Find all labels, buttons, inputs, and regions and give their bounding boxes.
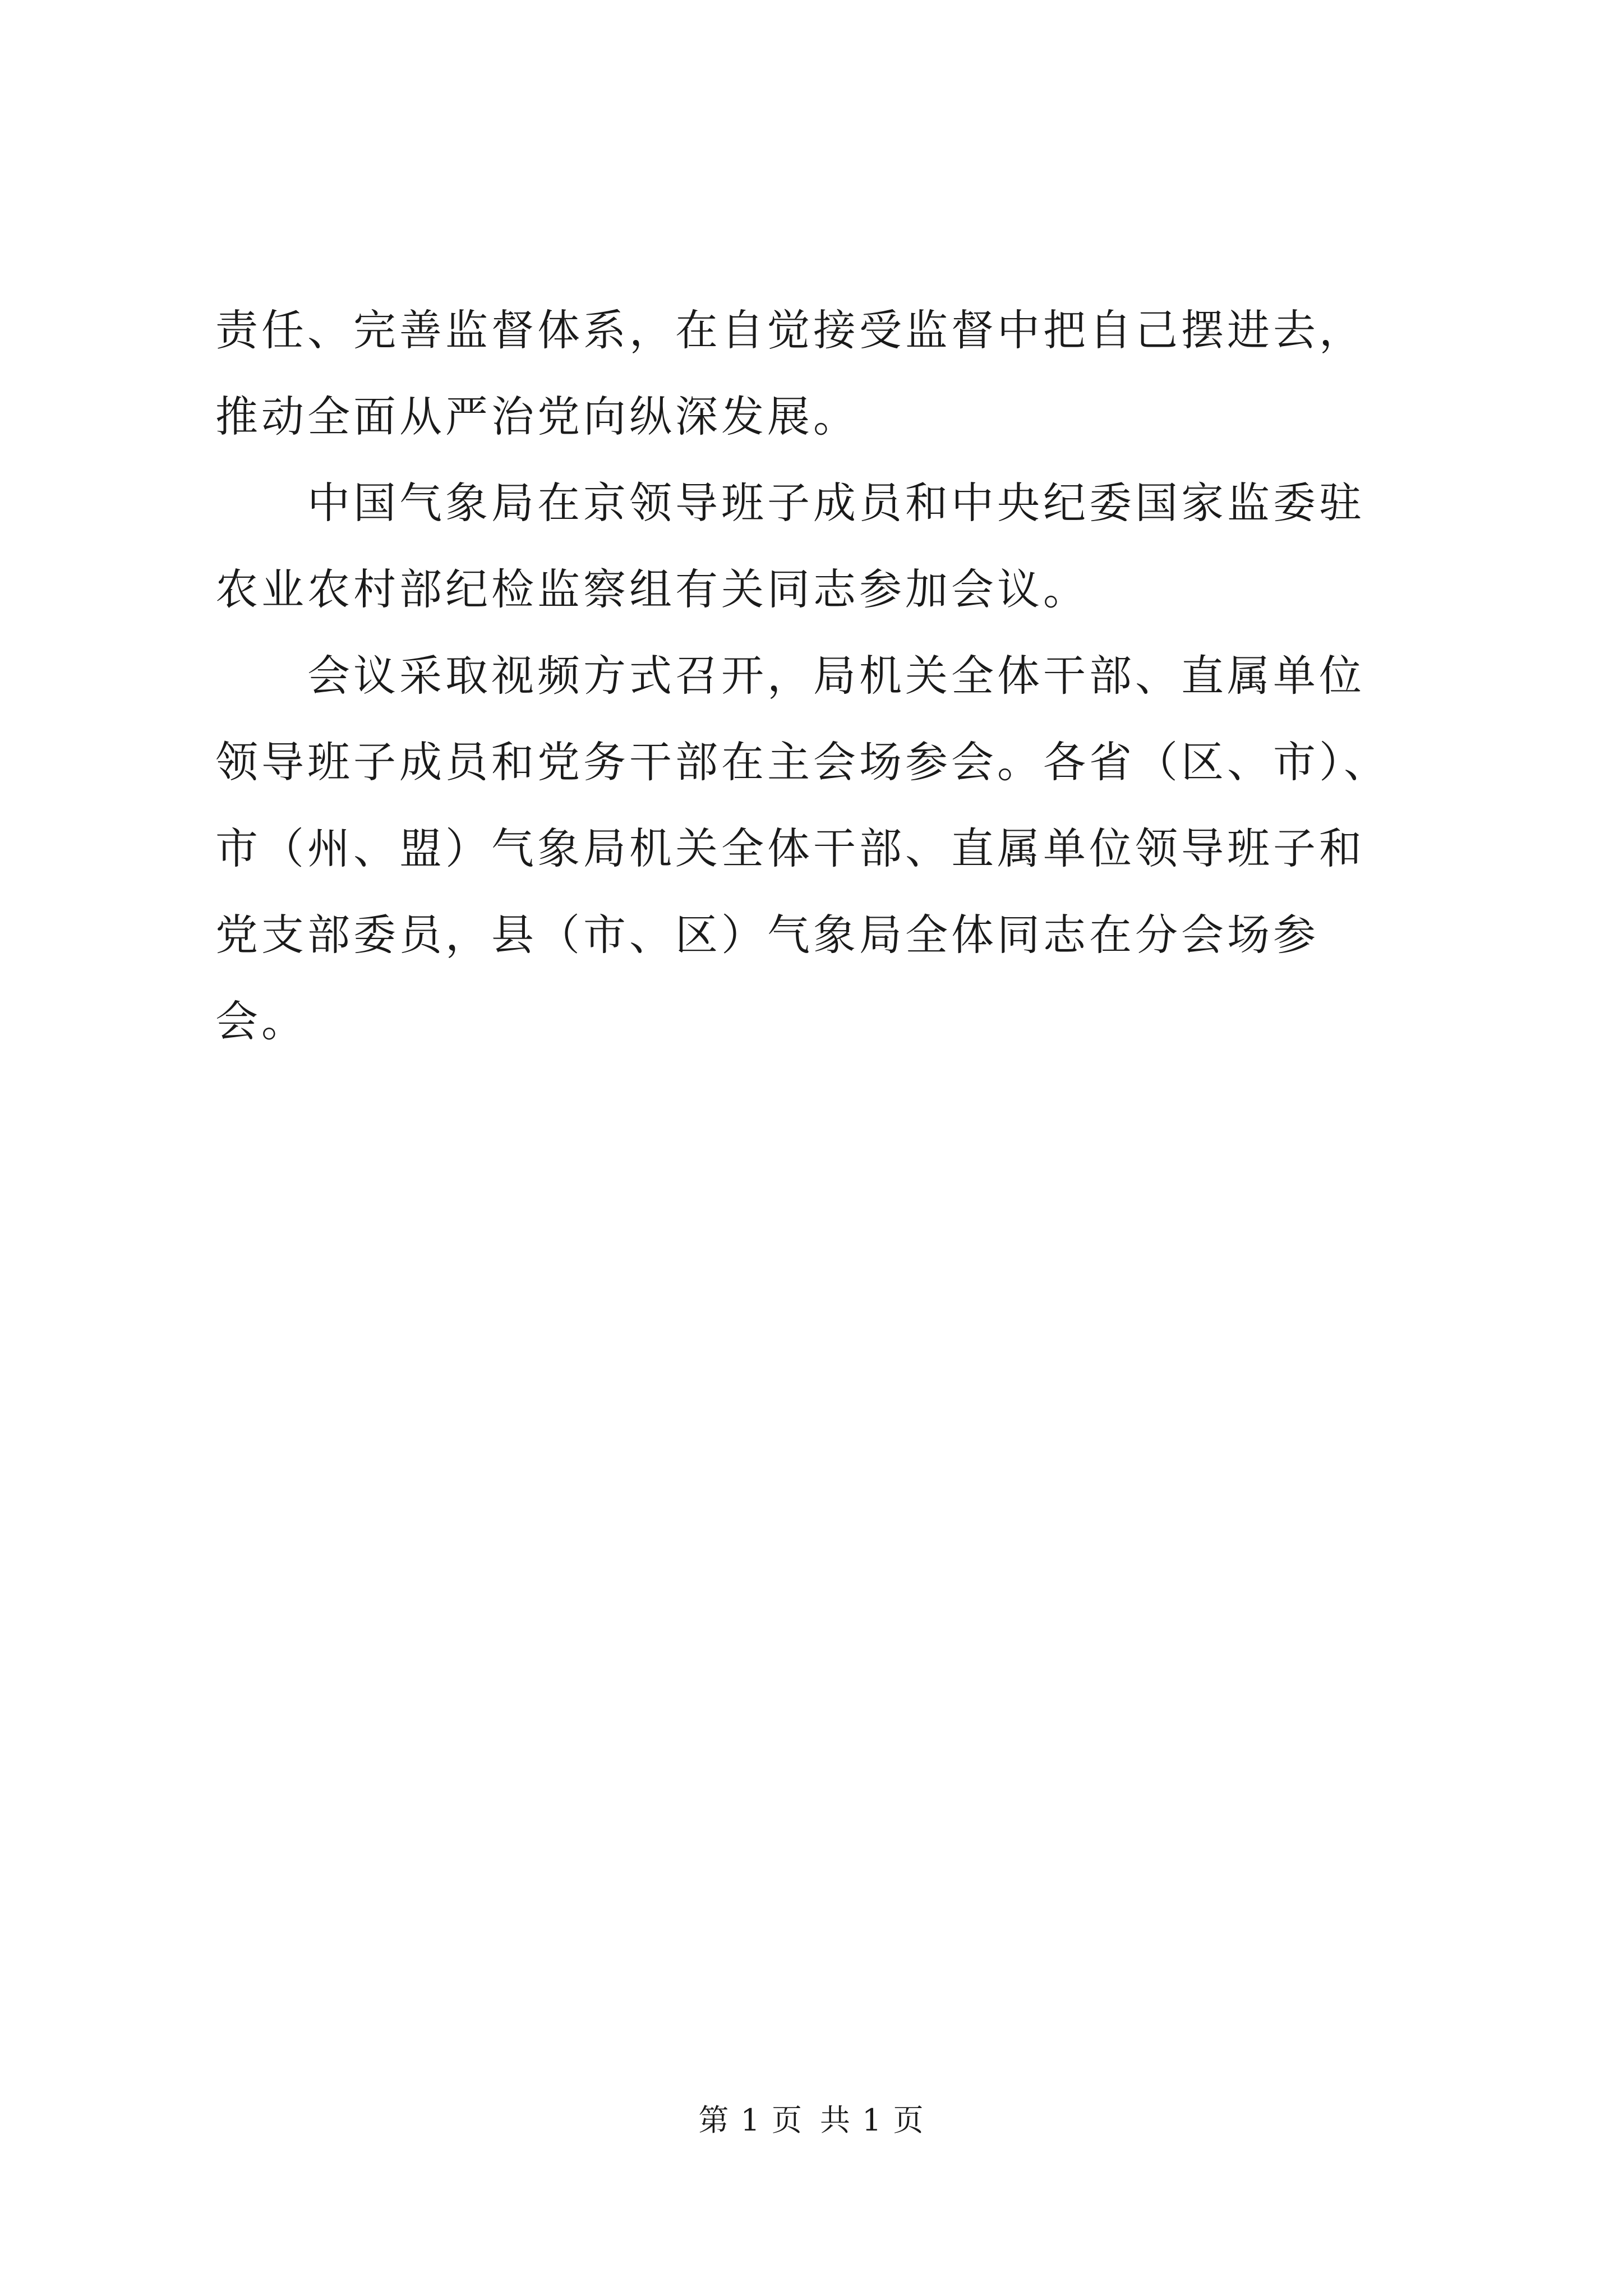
document-body xyxy=(215,287,1408,1065)
page-total: 共 1 页 xyxy=(820,2102,925,2138)
page-footer xyxy=(0,2101,1623,2140)
paragraph-attendees: 中国气象局在京领导班子成员和中央纪委国家监委驻农业农村部纪检监察组有关同志参加会议。 xyxy=(215,478,1365,614)
paragraph-meeting-format: 会议采取视频方式召开，局机关全体干部、直属单位领导班子成员和党务干部在主会场参会。各省（区、市）、市（州、盟）气象局机关全体干部、直属单位领导班子和党支部委员，县（市、区）气象局全体同志在分会场参会。 xyxy=(215,651,1390,1046)
paragraph-continuation: 责任、完善监督体系，在自觉接受监督中把自己摆进去，推动全面从严治党向纵深发展。 xyxy=(215,305,1365,441)
page-number: 第 1 页 xyxy=(698,2102,803,2138)
